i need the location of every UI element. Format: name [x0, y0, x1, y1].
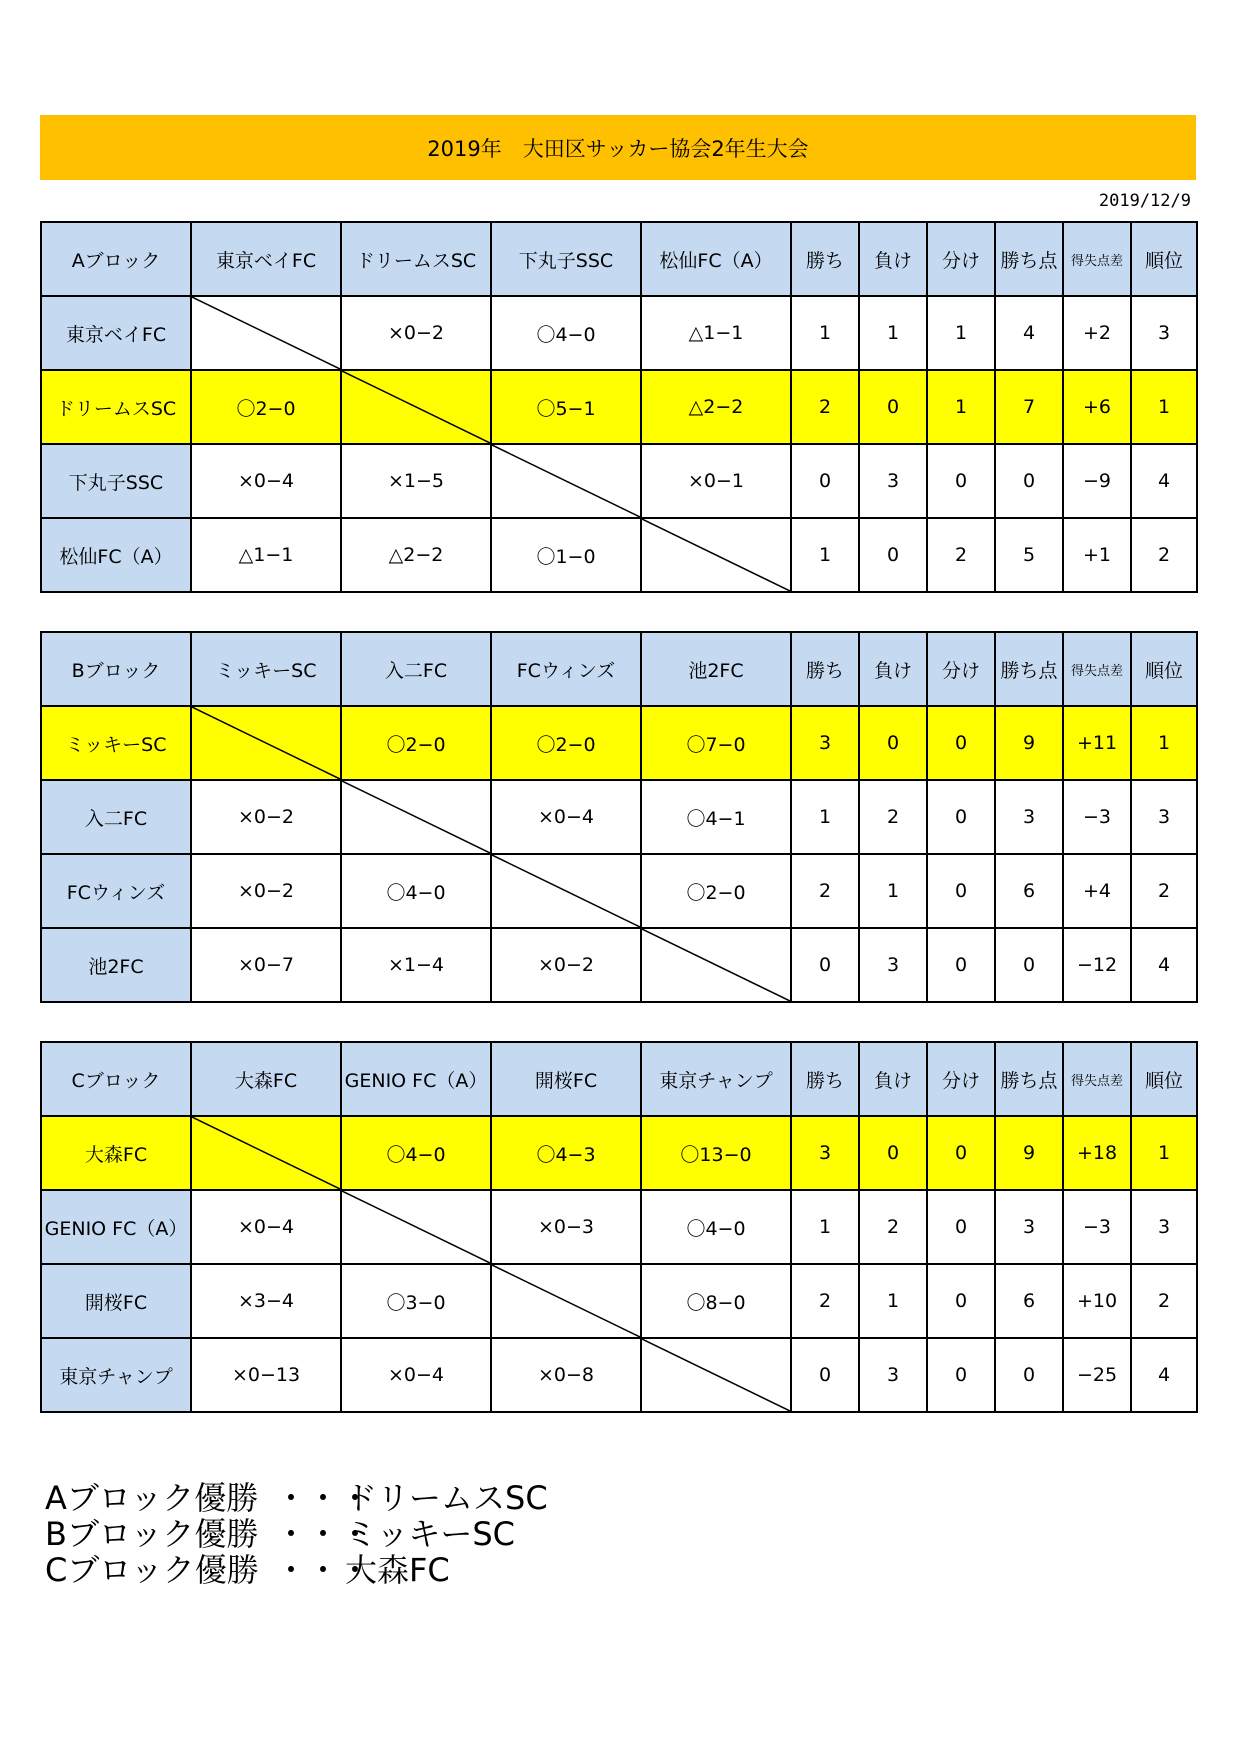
match-result: ×0−3 [491, 1190, 641, 1264]
stat-value: +1 [1063, 518, 1131, 592]
match-result: 〇7−0 [641, 706, 791, 780]
row-team-name: 池2FC [41, 928, 191, 1002]
match-result: △1−1 [641, 296, 791, 370]
match-result: 〇13−0 [641, 1116, 791, 1190]
match-result: ×0−4 [341, 1338, 491, 1412]
stat-value: 7 [995, 370, 1063, 444]
stat-header: 順位 [1131, 222, 1197, 296]
column-team-header: 開桜FC [491, 1042, 641, 1116]
stat-value: 1 [927, 370, 995, 444]
table-row [41, 1338, 1197, 1412]
column-team-header: 東京チャンプ [641, 1042, 791, 1116]
table-row [41, 518, 1197, 592]
stat-value: +4 [1063, 854, 1131, 928]
stat-value: 0 [859, 518, 927, 592]
match-result: ×1−5 [341, 444, 491, 518]
stat-header: 負け [859, 222, 927, 296]
match-result: ×0−8 [491, 1338, 641, 1412]
champion-separator: ・・・ [275, 1479, 372, 1517]
stat-value: 3 [1131, 780, 1197, 854]
stat-value: 4 [1131, 444, 1197, 518]
stat-value: 0 [927, 444, 995, 518]
match-result: 〇4−1 [641, 780, 791, 854]
table-row [41, 706, 1197, 780]
champion-row [45, 1516, 548, 1552]
match-result: 〇2−0 [341, 706, 491, 780]
stat-value: 1 [1131, 1116, 1197, 1190]
match-result: ×0−7 [191, 928, 341, 1002]
row-team-name: 下丸子SSC [41, 444, 191, 518]
table-row [41, 928, 1197, 1002]
stat-value: 1 [927, 296, 995, 370]
stat-value: 1 [859, 296, 927, 370]
stat-header: 勝ち点 [995, 222, 1063, 296]
match-result: △2−2 [341, 518, 491, 592]
column-team-header: GENIO FC（A） [341, 1042, 491, 1116]
match-result: ×0−2 [341, 296, 491, 370]
column-team-header: FCウィンズ [491, 632, 641, 706]
champion-row [45, 1480, 548, 1516]
self-match-cell [491, 854, 641, 928]
stat-value: +10 [1063, 1264, 1131, 1338]
stat-value: +11 [1063, 706, 1131, 780]
table-row [41, 854, 1197, 928]
match-result: 〇4−0 [641, 1190, 791, 1264]
stat-header: 得失点差 [1063, 632, 1131, 706]
column-team-header: ミッキーSC [191, 632, 341, 706]
stat-header: 勝ち [791, 1042, 859, 1116]
column-team-header: 入二FC [341, 632, 491, 706]
match-result: 〇4−0 [341, 854, 491, 928]
column-team-header: 大森FC [191, 1042, 341, 1116]
stat-value: 0 [995, 1338, 1063, 1412]
row-team-name: GENIO FC（A） [41, 1190, 191, 1264]
stat-header: 負け [859, 632, 927, 706]
row-team-name: 東京ベイFC [41, 296, 191, 370]
match-result: △1−1 [191, 518, 341, 592]
stat-value: 3 [995, 1190, 1063, 1264]
block-name: Cブロック [41, 1042, 191, 1116]
stat-value: 0 [859, 370, 927, 444]
champion-team: ミッキーSC [345, 1515, 516, 1553]
table-row [41, 370, 1197, 444]
stat-value: 0 [791, 928, 859, 1002]
champion-label: Bブロック優勝 [45, 1515, 259, 1553]
table-row [41, 1190, 1197, 1264]
block-table [40, 1041, 1198, 1413]
stat-value: 1 [1131, 706, 1197, 780]
stat-value: +2 [1063, 296, 1131, 370]
match-result: 〇5−1 [491, 370, 641, 444]
table-row [41, 1264, 1197, 1338]
match-result: ×0−4 [191, 444, 341, 518]
stat-value: 2 [791, 370, 859, 444]
row-team-name: ドリームスSC [41, 370, 191, 444]
stat-value: 1 [791, 518, 859, 592]
match-result: ×3−4 [191, 1264, 341, 1338]
champion-team: 大森FC [345, 1551, 450, 1589]
stat-value: 4 [995, 296, 1063, 370]
stat-value: 3 [859, 928, 927, 1002]
row-team-name: 開桜FC [41, 1264, 191, 1338]
stat-value: 2 [791, 854, 859, 928]
match-result: ×0−4 [491, 780, 641, 854]
stat-value: 3 [859, 444, 927, 518]
stat-header: 分け [927, 222, 995, 296]
stat-value: 0 [927, 854, 995, 928]
stat-value: −9 [1063, 444, 1131, 518]
stat-header: 勝ち [791, 632, 859, 706]
match-result: 〇8−0 [641, 1264, 791, 1338]
stat-value: 1 [791, 296, 859, 370]
block-table [40, 221, 1198, 593]
stat-header: 負け [859, 1042, 927, 1116]
match-result: △2−2 [641, 370, 791, 444]
stat-header: 勝ち点 [995, 632, 1063, 706]
stat-value: 0 [927, 780, 995, 854]
stat-value: −25 [1063, 1338, 1131, 1412]
row-team-name: 松仙FC（A） [41, 518, 191, 592]
stat-header: 勝ち点 [995, 1042, 1063, 1116]
table-row [41, 780, 1197, 854]
stat-header: 得失点差 [1063, 222, 1131, 296]
stat-value: −12 [1063, 928, 1131, 1002]
table-header-row [41, 1042, 1197, 1116]
match-result: ×0−2 [491, 928, 641, 1002]
stat-value: −3 [1063, 1190, 1131, 1264]
block-name: Aブロック [41, 222, 191, 296]
stat-value: 3 [1131, 296, 1197, 370]
stat-value: 3 [859, 1338, 927, 1412]
stat-value: 4 [1131, 1338, 1197, 1412]
match-result: 〇3−0 [341, 1264, 491, 1338]
match-result: ×0−1 [641, 444, 791, 518]
stat-value: 3 [1131, 1190, 1197, 1264]
table-header-row [41, 632, 1197, 706]
match-result: 〇4−3 [491, 1116, 641, 1190]
stat-value: 2 [859, 780, 927, 854]
self-match-cell [191, 296, 341, 370]
stat-header: 順位 [1131, 1042, 1197, 1116]
self-match-cell [341, 780, 491, 854]
stat-value: 0 [791, 444, 859, 518]
stat-value: 9 [995, 706, 1063, 780]
stat-value: 0 [995, 444, 1063, 518]
table-header-row [41, 222, 1197, 296]
row-team-name: ミッキーSC [41, 706, 191, 780]
champion-label: Aブロック優勝 [45, 1479, 259, 1517]
champions-list [45, 1480, 548, 1588]
block-table [40, 631, 1198, 1003]
stat-value: 0 [927, 1338, 995, 1412]
stat-value: 1 [859, 1264, 927, 1338]
row-team-name: 東京チャンプ [41, 1338, 191, 1412]
stat-header: 順位 [1131, 632, 1197, 706]
stat-header: 得失点差 [1063, 1042, 1131, 1116]
champion-separator: ・・・ [275, 1551, 372, 1589]
stat-value: 2 [1131, 1264, 1197, 1338]
stat-value: 0 [927, 1264, 995, 1338]
table-row [41, 444, 1197, 518]
column-team-header: 下丸子SSC [491, 222, 641, 296]
stat-header: 分け [927, 632, 995, 706]
match-result: 〇2−0 [491, 706, 641, 780]
match-result: ×1−4 [341, 928, 491, 1002]
stat-value: −3 [1063, 780, 1131, 854]
stat-value: 0 [927, 1116, 995, 1190]
stat-value: 4 [1131, 928, 1197, 1002]
stat-value: 3 [995, 780, 1063, 854]
title-bar [40, 115, 1196, 180]
stat-value: 1 [859, 854, 927, 928]
self-match-cell [641, 928, 791, 1002]
self-match-cell [641, 518, 791, 592]
stat-value: 2 [1131, 854, 1197, 928]
champion-team: ドリームスSC [345, 1479, 548, 1517]
stat-value: 1 [791, 780, 859, 854]
self-match-cell [191, 706, 341, 780]
match-result: ×0−2 [191, 854, 341, 928]
stat-value: 0 [995, 928, 1063, 1002]
stat-value: 2 [1131, 518, 1197, 592]
stat-value: 5 [995, 518, 1063, 592]
self-match-cell [191, 1116, 341, 1190]
match-result: 〇1−0 [491, 518, 641, 592]
column-team-header: 東京ベイFC [191, 222, 341, 296]
row-team-name: 入二FC [41, 780, 191, 854]
stat-value: 3 [791, 1116, 859, 1190]
stat-header: 分け [927, 1042, 995, 1116]
self-match-cell [491, 1264, 641, 1338]
column-team-header: ドリームスSC [341, 222, 491, 296]
match-result: ×0−2 [191, 780, 341, 854]
page-title: 2019年 大田区サッカー協会2年生大会 [427, 136, 809, 161]
stat-value: 3 [791, 706, 859, 780]
stat-header: 勝ち [791, 222, 859, 296]
match-result: ×0−13 [191, 1338, 341, 1412]
match-result: 〇4−0 [341, 1116, 491, 1190]
stat-value: 0 [859, 706, 927, 780]
match-result: 〇2−0 [191, 370, 341, 444]
table-row [41, 1116, 1197, 1190]
stat-value: 2 [927, 518, 995, 592]
champion-separator: ・・・ [275, 1515, 372, 1553]
self-match-cell [341, 370, 491, 444]
match-result: ×0−4 [191, 1190, 341, 1264]
stat-value: 9 [995, 1116, 1063, 1190]
match-result: 〇2−0 [641, 854, 791, 928]
stat-value: 0 [927, 706, 995, 780]
stat-value: 1 [791, 1190, 859, 1264]
match-result: 〇4−0 [491, 296, 641, 370]
stat-value: 0 [791, 1338, 859, 1412]
champion-row [45, 1552, 548, 1588]
self-match-cell [641, 1338, 791, 1412]
stat-value: 6 [995, 1264, 1063, 1338]
stat-value: 2 [791, 1264, 859, 1338]
stat-value: 6 [995, 854, 1063, 928]
row-team-name: FCウィンズ [41, 854, 191, 928]
champion-label: Cブロック優勝 [45, 1551, 259, 1589]
table-row [41, 296, 1197, 370]
date-label: 2019/12/9 [1098, 191, 1191, 211]
column-team-header: 松仙FC（A） [641, 222, 791, 296]
column-team-header: 池2FC [641, 632, 791, 706]
self-match-cell [491, 444, 641, 518]
stat-value: 0 [927, 928, 995, 1002]
stat-value: 0 [927, 1190, 995, 1264]
stat-value: 0 [859, 1116, 927, 1190]
row-team-name: 大森FC [41, 1116, 191, 1190]
stat-value: +18 [1063, 1116, 1131, 1190]
block-name: Bブロック [41, 632, 191, 706]
stat-value: 1 [1131, 370, 1197, 444]
self-match-cell [341, 1190, 491, 1264]
stat-value: +6 [1063, 370, 1131, 444]
stat-value: 2 [859, 1190, 927, 1264]
